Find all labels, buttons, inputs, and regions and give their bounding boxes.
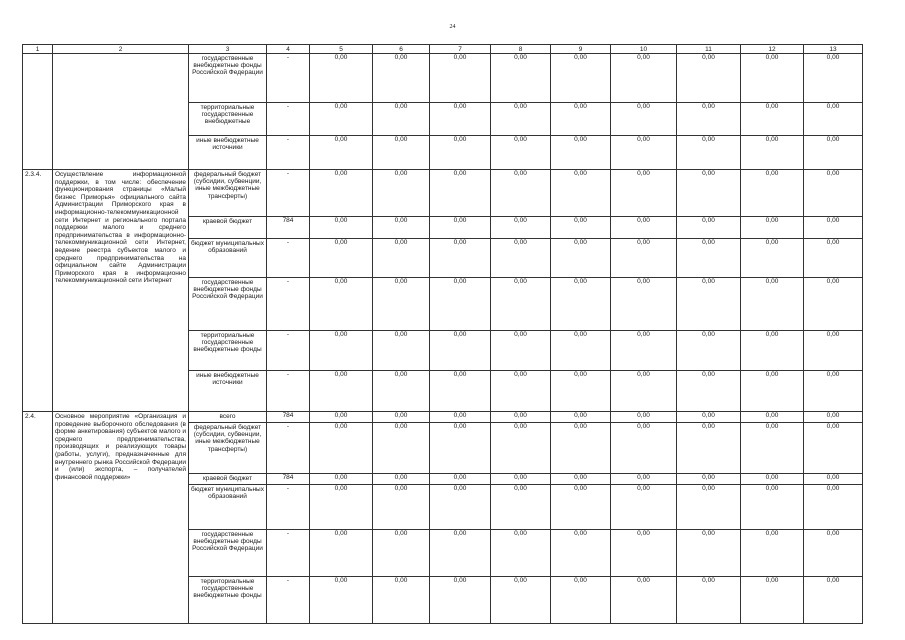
amount-cell: 0,00	[551, 331, 611, 371]
amount-cell: 0,00	[310, 54, 373, 103]
amount-cell: 0,00	[430, 239, 491, 278]
amount-cell: 0,00	[491, 217, 551, 239]
amount-cell: 0,00	[491, 136, 551, 170]
amount-cell: 0,00	[373, 371, 430, 412]
amount-cell: 0,00	[430, 423, 491, 474]
amount-cell: 0,00	[551, 412, 611, 423]
amount-cell: 0,00	[430, 485, 491, 530]
budget-code: -	[267, 170, 310, 217]
amount-cell: 0,00	[741, 54, 804, 103]
amount-cell: 0,00	[430, 530, 491, 577]
amount-cell: 0,00	[551, 217, 611, 239]
amount-cell: 0,00	[310, 577, 373, 624]
amount-cell: 0,00	[491, 278, 551, 331]
table-row	[23, 170, 863, 217]
amount-cell: 0,00	[551, 136, 611, 170]
item-number: 2.4.	[23, 412, 53, 624]
funding-source: государственные внебюджетные фонды Российской Федерации	[189, 530, 267, 577]
funding-source: федеральный бюджет (субсидии, субвенции, иные межбюджетные трансферты)	[189, 170, 267, 217]
column-header: 3	[189, 45, 267, 54]
column-header: 9	[551, 45, 611, 54]
budget-code: 784	[267, 474, 310, 485]
amount-cell: 0,00	[611, 331, 677, 371]
funding-source: иные внебюджетные источники	[189, 136, 267, 170]
amount-cell: 0,00	[430, 136, 491, 170]
amount-cell: 0,00	[804, 474, 863, 485]
funding-source: краевой бюджет	[189, 217, 267, 239]
amount-cell: 0,00	[611, 423, 677, 474]
amount-cell: 0,00	[551, 577, 611, 624]
budget-code: -	[267, 239, 310, 278]
amount-cell: 0,00	[677, 530, 741, 577]
amount-cell: 0,00	[551, 474, 611, 485]
funding-source: территориальные государственные внебюджетные фонды	[189, 331, 267, 371]
amount-cell: 0,00	[310, 423, 373, 474]
amount-cell: 0,00	[491, 485, 551, 530]
item-description	[53, 54, 189, 170]
amount-cell: 0,00	[611, 530, 677, 577]
column-header: 8	[491, 45, 551, 54]
amount-cell: 0,00	[804, 170, 863, 217]
amount-cell: 0,00	[677, 278, 741, 331]
amount-cell: 0,00	[741, 485, 804, 530]
amount-cell: 0,00	[491, 239, 551, 278]
amount-cell: 0,00	[373, 530, 430, 577]
budget-code: -	[267, 577, 310, 624]
amount-cell: 0,00	[804, 239, 863, 278]
page-number: 24	[449, 24, 456, 30]
amount-cell: 0,00	[373, 278, 430, 331]
amount-cell: 0,00	[741, 278, 804, 331]
amount-cell: 0,00	[677, 170, 741, 217]
amount-cell: 0,00	[491, 412, 551, 423]
amount-cell: 0,00	[677, 103, 741, 136]
amount-cell: 0,00	[804, 103, 863, 136]
amount-cell: 0,00	[804, 136, 863, 170]
amount-cell: 0,00	[804, 371, 863, 412]
header-row	[23, 45, 863, 54]
amount-cell: 0,00	[373, 170, 430, 217]
amount-cell: 0,00	[430, 170, 491, 217]
amount-cell: 0,00	[677, 136, 741, 170]
item-description: Осуществление информационной поддержки, в том числе: обеспечение функционирования страницы «Малый бизнес Приморья» официального сайта Администрации Приморского края в информационно-телекоммуникационной сети Интернет и регионального портала поддержки малого и среднего предпринимательства в информационно-телекоммуникационной сети Интернет, ведение реестра субъектов малого и среднего предпринимательства на официальном сайте Администрации Приморского края в информационно телекоммуникационной сети Интернет	[53, 170, 189, 412]
amount-cell: 0,00	[611, 485, 677, 530]
amount-cell: 0,00	[310, 217, 373, 239]
amount-cell: 0,00	[611, 170, 677, 217]
amount-cell: 0,00	[491, 170, 551, 217]
budget-table	[22, 44, 863, 624]
amount-cell: 0,00	[491, 54, 551, 103]
amount-cell: 0,00	[551, 423, 611, 474]
amount-cell: 0,00	[611, 239, 677, 278]
amount-cell: 0,00	[373, 474, 430, 485]
funding-source: территориальные государственные внебюджетные фонды	[189, 577, 267, 624]
amount-cell: 0,00	[551, 530, 611, 577]
amount-cell: 0,00	[373, 577, 430, 624]
amount-cell: 0,00	[677, 412, 741, 423]
amount-cell: 0,00	[804, 331, 863, 371]
amount-cell: 0,00	[310, 412, 373, 423]
budget-code: -	[267, 485, 310, 530]
funding-source: краевой бюджет	[189, 474, 267, 485]
amount-cell: 0,00	[677, 474, 741, 485]
amount-cell: 0,00	[611, 217, 677, 239]
amount-cell: 0,00	[430, 54, 491, 103]
amount-cell: 0,00	[551, 485, 611, 530]
funding-source: территориальные государственные внебюджетные	[189, 103, 267, 136]
amount-cell: 0,00	[310, 136, 373, 170]
amount-cell: 0,00	[310, 371, 373, 412]
amount-cell: 0,00	[611, 103, 677, 136]
amount-cell: 0,00	[741, 239, 804, 278]
budget-code: -	[267, 103, 310, 136]
amount-cell: 0,00	[310, 530, 373, 577]
amount-cell: 0,00	[611, 371, 677, 412]
amount-cell: 0,00	[741, 217, 804, 239]
amount-cell: 0,00	[804, 423, 863, 474]
amount-cell: 0,00	[804, 412, 863, 423]
amount-cell: 0,00	[677, 577, 741, 624]
amount-cell: 0,00	[491, 371, 551, 412]
amount-cell: 0,00	[430, 412, 491, 423]
amount-cell: 0,00	[310, 239, 373, 278]
item-number	[23, 54, 53, 170]
funding-source: иные внебюджетные источники	[189, 371, 267, 412]
budget-code: -	[267, 278, 310, 331]
amount-cell: 0,00	[611, 412, 677, 423]
amount-cell: 0,00	[373, 103, 430, 136]
amount-cell: 0,00	[677, 371, 741, 412]
amount-cell: 0,00	[741, 371, 804, 412]
budget-code: 784	[267, 217, 310, 239]
amount-cell: 0,00	[491, 474, 551, 485]
column-header: 1	[23, 45, 53, 54]
amount-cell: 0,00	[741, 331, 804, 371]
amount-cell: 0,00	[430, 577, 491, 624]
amount-cell: 0,00	[741, 103, 804, 136]
column-header: 5	[310, 45, 373, 54]
amount-cell: 0,00	[491, 103, 551, 136]
amount-cell: 0,00	[611, 577, 677, 624]
amount-cell: 0,00	[804, 577, 863, 624]
amount-cell: 0,00	[491, 530, 551, 577]
budget-code: -	[267, 331, 310, 371]
amount-cell: 0,00	[430, 371, 491, 412]
amount-cell: 0,00	[804, 278, 863, 331]
budget-code: -	[267, 423, 310, 474]
table-row	[23, 54, 863, 103]
amount-cell: 0,00	[310, 278, 373, 331]
amount-cell: 0,00	[310, 331, 373, 371]
column-header: 10	[611, 45, 677, 54]
amount-cell: 0,00	[373, 54, 430, 103]
amount-cell: 0,00	[804, 217, 863, 239]
amount-cell: 0,00	[310, 103, 373, 136]
amount-cell: 0,00	[430, 103, 491, 136]
funding-source: всего	[189, 412, 267, 423]
amount-cell: 0,00	[373, 239, 430, 278]
funding-source: бюджет муниципальных образований	[189, 485, 267, 530]
column-header: 2	[53, 45, 189, 54]
column-header: 13	[804, 45, 863, 54]
amount-cell: 0,00	[677, 239, 741, 278]
amount-cell: 0,00	[677, 54, 741, 103]
amount-cell: 0,00	[551, 239, 611, 278]
amount-cell: 0,00	[551, 103, 611, 136]
funding-source: федеральный бюджет (субсидии, субвенции, иные межбюджетные трансферты)	[189, 423, 267, 474]
amount-cell: 0,00	[373, 136, 430, 170]
item-number: 2.3.4.	[23, 170, 53, 412]
amount-cell: 0,00	[491, 577, 551, 624]
table-row	[23, 412, 863, 423]
amount-cell: 0,00	[430, 331, 491, 371]
budget-code: -	[267, 54, 310, 103]
amount-cell: 0,00	[741, 577, 804, 624]
amount-cell: 0,00	[741, 136, 804, 170]
amount-cell: 0,00	[804, 54, 863, 103]
amount-cell: 0,00	[491, 423, 551, 474]
amount-cell: 0,00	[430, 474, 491, 485]
column-header: 12	[741, 45, 804, 54]
amount-cell: 0,00	[611, 278, 677, 331]
amount-cell: 0,00	[677, 423, 741, 474]
amount-cell: 0,00	[310, 474, 373, 485]
amount-cell: 0,00	[551, 170, 611, 217]
amount-cell: 0,00	[611, 474, 677, 485]
amount-cell: 0,00	[741, 423, 804, 474]
amount-cell: 0,00	[551, 371, 611, 412]
column-header: 11	[677, 45, 741, 54]
amount-cell: 0,00	[611, 54, 677, 103]
amount-cell: 0,00	[677, 485, 741, 530]
item-description: Основное мероприятие «Организация и проведение выборочного обследования (в форме анкетирования) субъектов малого и среднего предпринимательства, производящих и реализующих товары (работы, услуги), предназначенные для внутреннего рынка Российской Федерации и (или) экспорта, – получателей финансовой поддержки»	[53, 412, 189, 624]
amount-cell: 0,00	[310, 170, 373, 217]
amount-cell: 0,00	[310, 485, 373, 530]
budget-code: -	[267, 530, 310, 577]
amount-cell: 0,00	[373, 423, 430, 474]
amount-cell: 0,00	[551, 278, 611, 331]
amount-cell: 0,00	[804, 485, 863, 530]
amount-cell: 0,00	[373, 331, 430, 371]
column-header: 6	[373, 45, 430, 54]
column-header: 7	[430, 45, 491, 54]
amount-cell: 0,00	[741, 530, 804, 577]
amount-cell: 0,00	[373, 485, 430, 530]
amount-cell: 0,00	[741, 412, 804, 423]
amount-cell: 0,00	[677, 331, 741, 371]
amount-cell: 0,00	[430, 217, 491, 239]
amount-cell: 0,00	[611, 136, 677, 170]
budget-code: -	[267, 371, 310, 412]
table-body	[23, 45, 863, 624]
budget-code: -	[267, 136, 310, 170]
funding-source: бюджет муниципальных образований	[189, 239, 267, 278]
column-header: 4	[267, 45, 310, 54]
amount-cell: 0,00	[804, 530, 863, 577]
amount-cell: 0,00	[430, 278, 491, 331]
amount-cell: 0,00	[741, 474, 804, 485]
funding-source: государственные внебюджетные фонды Российской Федерации	[189, 278, 267, 331]
amount-cell: 0,00	[373, 412, 430, 423]
amount-cell: 0,00	[373, 217, 430, 239]
amount-cell: 0,00	[551, 54, 611, 103]
amount-cell: 0,00	[491, 331, 551, 371]
funding-source: государственные внебюджетные фонды Российской Федерации	[189, 54, 267, 103]
amount-cell: 0,00	[741, 170, 804, 217]
amount-cell: 0,00	[677, 217, 741, 239]
budget-code: 784	[267, 412, 310, 423]
